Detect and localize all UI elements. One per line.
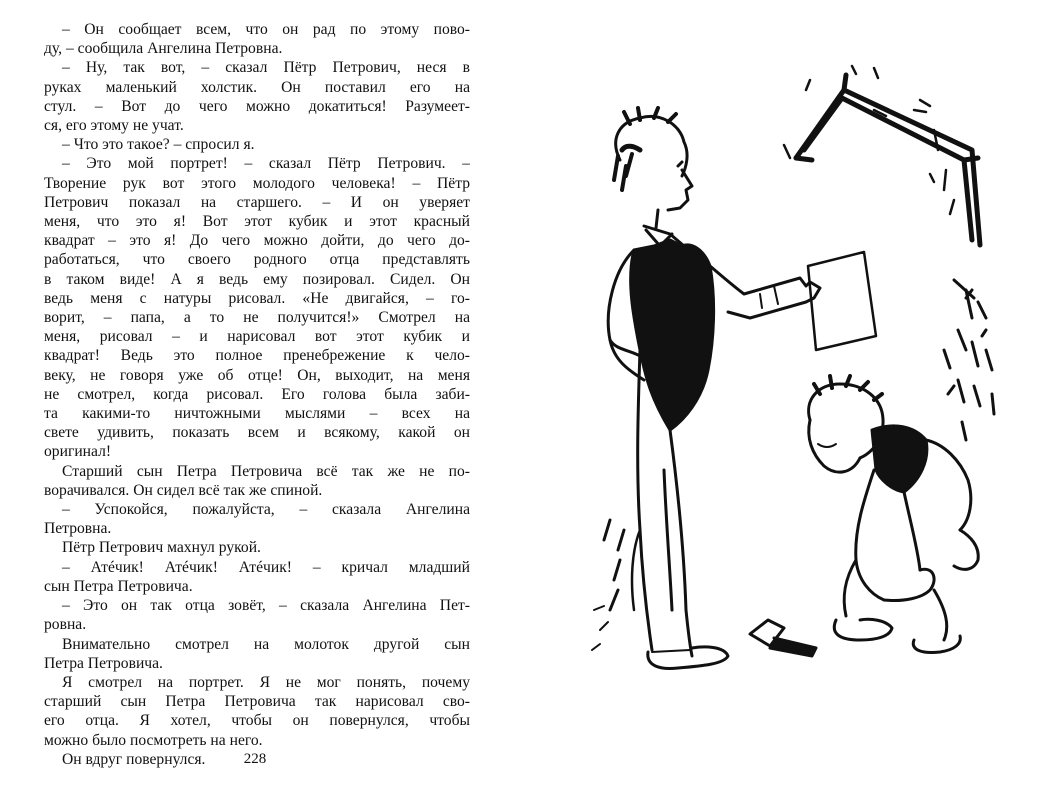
text-line: работаться, что своего родного отца представлять	[44, 251, 470, 269]
text-line: не смотрел, когда рисовал. Его голова была заби-	[44, 385, 470, 403]
text-line: Он вдруг повернулся.	[62, 750, 206, 768]
text-line: меня, рисовал – и нарисовал вот этот кубик и	[44, 328, 470, 346]
floor-marks	[592, 606, 608, 650]
older-boy	[604, 108, 876, 668]
text-line: – Успокойся, пожалуйста, – сказала Ангелина	[62, 501, 470, 519]
text-line: Внимательно смотрел на молоток другой сын	[62, 635, 470, 653]
vest	[631, 240, 714, 430]
younger-boy	[809, 376, 979, 653]
paper-sheet	[808, 252, 876, 350]
text-line: квадрат! Ведь это полное пренебрежение к чело-	[44, 347, 470, 365]
text-line: Петровна.	[44, 520, 112, 538]
text-line: Пётр Петрович махнул рукой.	[62, 539, 261, 557]
text-line: стул. – Вот до чего можно докатиться! Разумеет-	[44, 97, 470, 115]
hammer	[750, 620, 816, 656]
text-line: та какими-то ничтожными мыслями – всех на	[44, 405, 470, 423]
text-line: сын Петра Петровича.	[44, 577, 193, 595]
text-line: – Ну, так вот, – сказал Пётр Петрович, неся в	[62, 59, 470, 77]
text-line: в таком виде! А я ведь ему позировал. Сидел. Он	[44, 270, 470, 288]
text-line: можно было посмотреть на него.	[44, 731, 263, 749]
text-line: его отца. Я хотел, чтобы он повернулся, чтобы	[44, 712, 470, 730]
text-line: – Он сообщает всем, что он рад по этому пово-	[62, 21, 470, 38]
wall-texture	[944, 280, 994, 440]
text-line: руках маленький холстик. Он поставил его на	[44, 78, 470, 96]
text-line: свете удивить, показать всем и всякому, какой он	[44, 424, 470, 442]
text-line: Петра Петровича.	[44, 654, 163, 672]
text-line: ворит, – папа, а то не получится!» Смотрел на	[44, 309, 470, 327]
text-line: Старший сын Петра Петровича всё так же не по-	[62, 462, 470, 480]
text-line: квадрат – это я! До чего можно дойти, до чего до-	[44, 232, 470, 250]
text-line: меня, что это я! Вот этот кубик и этот красный	[44, 213, 470, 231]
text-line: ведь меня с натуры рисовал. «Не двигайся, – го-	[44, 289, 470, 307]
text-line: – Это мой портрет! – сказал Пётр Петрович. –	[62, 155, 470, 173]
text-line: ворачивался. Он сидел всё так же спиной.	[44, 481, 323, 499]
text-line: Творение рук вот этого молодого человека! – Пётр	[44, 174, 470, 192]
text-line: оригинал!	[44, 443, 112, 461]
text-line: – Атéчик! Атéчик! Атéчик! – кричал младший	[62, 558, 470, 576]
text-line: старший сын Петра Петровича так нарисовал сво-	[44, 693, 470, 711]
text-line: ду, – сообщила Ангелина Петровна.	[44, 40, 283, 58]
text-line: – Что это такое? – спросил я.	[62, 136, 255, 154]
text-line: веку, не говоря уже об отце! Он, выходит, на меня	[44, 366, 470, 384]
younger-vest	[872, 426, 927, 492]
text-column	[44, 20, 470, 769]
text-line: ся, его этому не учат.	[44, 117, 184, 135]
text-line: – Это он так отца зовёт, – сказала Ангелина Пет-	[62, 597, 470, 615]
text-line: ровна.	[44, 616, 87, 634]
page-number: 228	[243, 751, 267, 767]
text-line: Петрович показал на старшего. – И он уверяет	[44, 193, 470, 211]
text-line: Я смотрел на портрет. Я не мог понять, почему	[62, 673, 470, 691]
picture-frame	[796, 75, 980, 245]
illustration-boys-with-portrait	[574, 50, 1034, 690]
